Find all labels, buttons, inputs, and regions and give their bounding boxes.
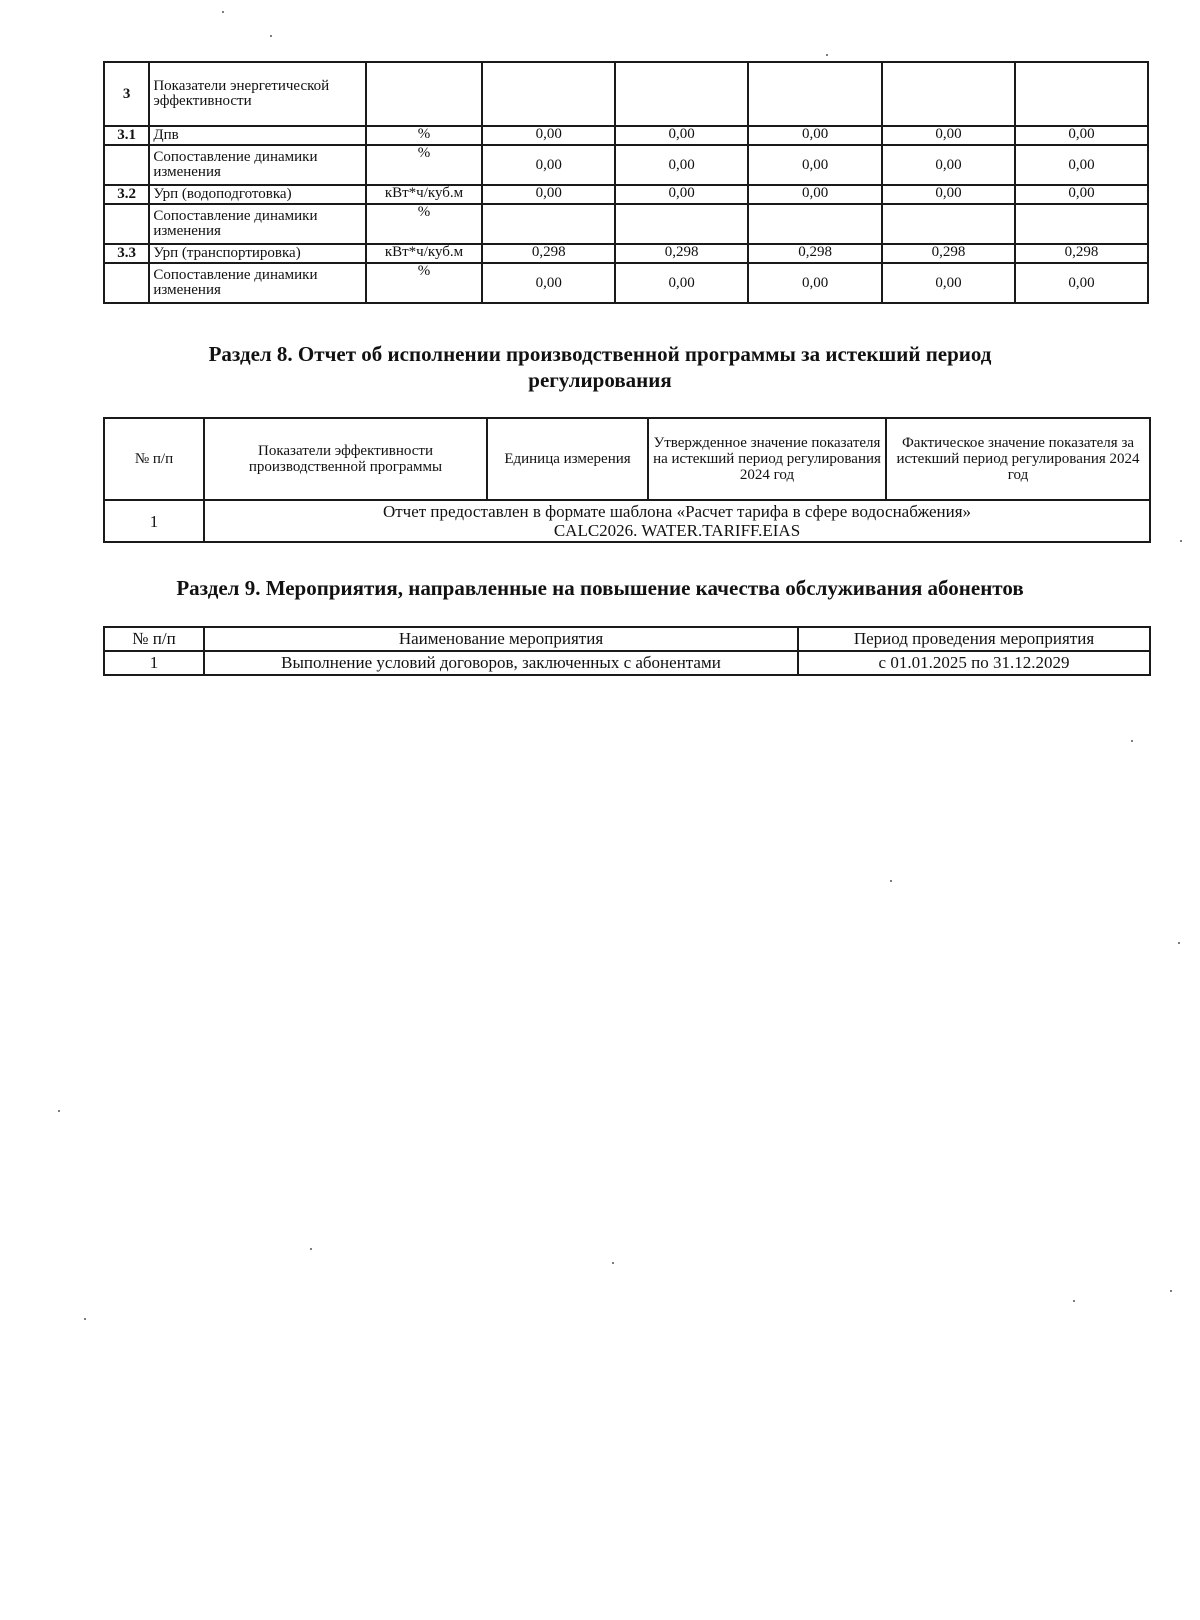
indicator-name: Сопоставление динамики изменения (149, 204, 365, 244)
indicator-name: Сопоставление динамики изменения (149, 263, 365, 303)
value-cell: 0,00 (615, 263, 748, 303)
scan-speck (1178, 942, 1180, 944)
scan-speck (1180, 540, 1182, 542)
value-cell (748, 62, 882, 126)
row-number: 1 (104, 651, 204, 675)
scan-speck (270, 35, 272, 37)
header-approved-value: Утвержденное значение показателя на истекший период регулирования 2024 год (648, 418, 886, 500)
header-measure-name: Наименование мероприятия (204, 627, 798, 651)
unit-cell: % (366, 204, 482, 244)
report-note-line1: Отчет предоставлен в формате шаблона «Расчет тарифа в сфере водоснабжения» (382, 502, 972, 521)
scan-speck (1131, 740, 1133, 742)
scan-speck (826, 54, 828, 56)
indicator-name: Урп (водоподготовка) (149, 185, 365, 204)
header-actual-value: Фактическое значение показателя за истекший период регулирования 2024 год (886, 418, 1150, 500)
header-indicators: Показатели эффективности производственной программы (204, 418, 487, 500)
indicator-name: Урп (транспортировка) (149, 244, 365, 263)
table-row (104, 145, 1148, 185)
scan-speck (612, 1262, 614, 1264)
section-8-title-line1: Раздел 8. Отчет об исполнении производственной программы за истекший период (208, 342, 992, 366)
row-number: 3 (104, 62, 149, 126)
value-cell (882, 62, 1015, 126)
value-cell: 0,00 (482, 145, 615, 185)
header-period: Период проведения мероприятия (798, 627, 1150, 651)
scan-speck (310, 1248, 312, 1250)
production-program-table (103, 417, 1151, 543)
section-9-title: Раздел 9. Мероприятия, направленные на повышение качества обслуживания абонентов (176, 576, 1024, 600)
measure-name: Выполнение условий договоров, заключенных с абонентами (204, 651, 798, 675)
scan-speck (1073, 1300, 1075, 1302)
value-cell: 0,298 (748, 244, 882, 263)
value-cell (482, 62, 615, 126)
table-row (104, 126, 1148, 145)
value-cell (482, 204, 615, 244)
table-row (104, 263, 1148, 303)
value-cell (882, 204, 1015, 244)
value-cell: 0,00 (748, 263, 882, 303)
table-row (104, 500, 1150, 542)
scan-speck (890, 880, 892, 882)
measure-period: с 01.01.2025 по 31.12.2029 (798, 651, 1150, 675)
scan-speck (222, 11, 224, 13)
value-cell: 0,00 (482, 185, 615, 204)
value-cell: 0,00 (1015, 126, 1148, 145)
indicator-name: Дпв (149, 126, 365, 145)
header-num: № п/п (104, 627, 204, 651)
value-cell: 0,00 (1015, 145, 1148, 185)
value-cell: 0,00 (482, 126, 615, 145)
table-row (104, 204, 1148, 244)
header-num: № п/п (104, 418, 204, 500)
row-number (104, 263, 149, 303)
report-note-line2: CALC2026. WATER.TARIFF.EIAS (553, 521, 801, 540)
indicator-name: Показатели энергетической эффективности (149, 62, 365, 126)
unit-cell: % (366, 145, 482, 185)
row-number: 3.2 (104, 185, 149, 204)
row-number: 3.3 (104, 244, 149, 263)
table-row (104, 651, 1150, 675)
section-8-title (0, 341, 1200, 393)
unit-cell: кВт*ч/куб.м (366, 185, 482, 204)
scan-speck (58, 1110, 60, 1112)
value-cell: 0,00 (615, 145, 748, 185)
value-cell: 0,00 (882, 145, 1015, 185)
value-cell: 0,298 (882, 244, 1015, 263)
value-cell: 0,00 (748, 185, 882, 204)
header-unit: Единица измерения (487, 418, 648, 500)
row-number (104, 204, 149, 244)
unit-cell: % (366, 126, 482, 145)
value-cell: 0,00 (482, 263, 615, 303)
value-cell: 0,00 (1015, 263, 1148, 303)
unit-cell: кВт*ч/куб.м (366, 244, 482, 263)
unit-cell (366, 62, 482, 126)
value-cell: 0,00 (748, 126, 882, 145)
table-header-row (104, 627, 1150, 651)
value-cell: 0,00 (882, 126, 1015, 145)
report-note (204, 500, 1150, 542)
value-cell: 0,298 (1015, 244, 1148, 263)
scan-speck (84, 1318, 86, 1320)
value-cell: 0,298 (482, 244, 615, 263)
row-number (104, 145, 149, 185)
value-cell: 0,00 (615, 126, 748, 145)
table-header-row (104, 418, 1150, 500)
energy-efficiency-table (103, 61, 1149, 304)
indicator-name: Сопоставление динамики изменения (149, 145, 365, 185)
scan-speck (1170, 1290, 1172, 1292)
table-row (104, 185, 1148, 204)
value-cell: 0,00 (1015, 185, 1148, 204)
value-cell: 0,00 (615, 185, 748, 204)
value-cell (748, 204, 882, 244)
value-cell (1015, 204, 1148, 244)
value-cell: 0,00 (748, 145, 882, 185)
table-row (104, 244, 1148, 263)
section-8-title-line2: регулирования (528, 368, 672, 392)
row-number: 1 (104, 500, 204, 542)
measures-table (103, 626, 1151, 676)
value-cell: 0,00 (882, 185, 1015, 204)
unit-cell: % (366, 263, 482, 303)
value-cell (1015, 62, 1148, 126)
value-cell (615, 62, 748, 126)
value-cell: 0,00 (882, 263, 1015, 303)
value-cell: 0,298 (615, 244, 748, 263)
row-number: 3.1 (104, 126, 149, 145)
value-cell (615, 204, 748, 244)
table-row (104, 62, 1148, 126)
